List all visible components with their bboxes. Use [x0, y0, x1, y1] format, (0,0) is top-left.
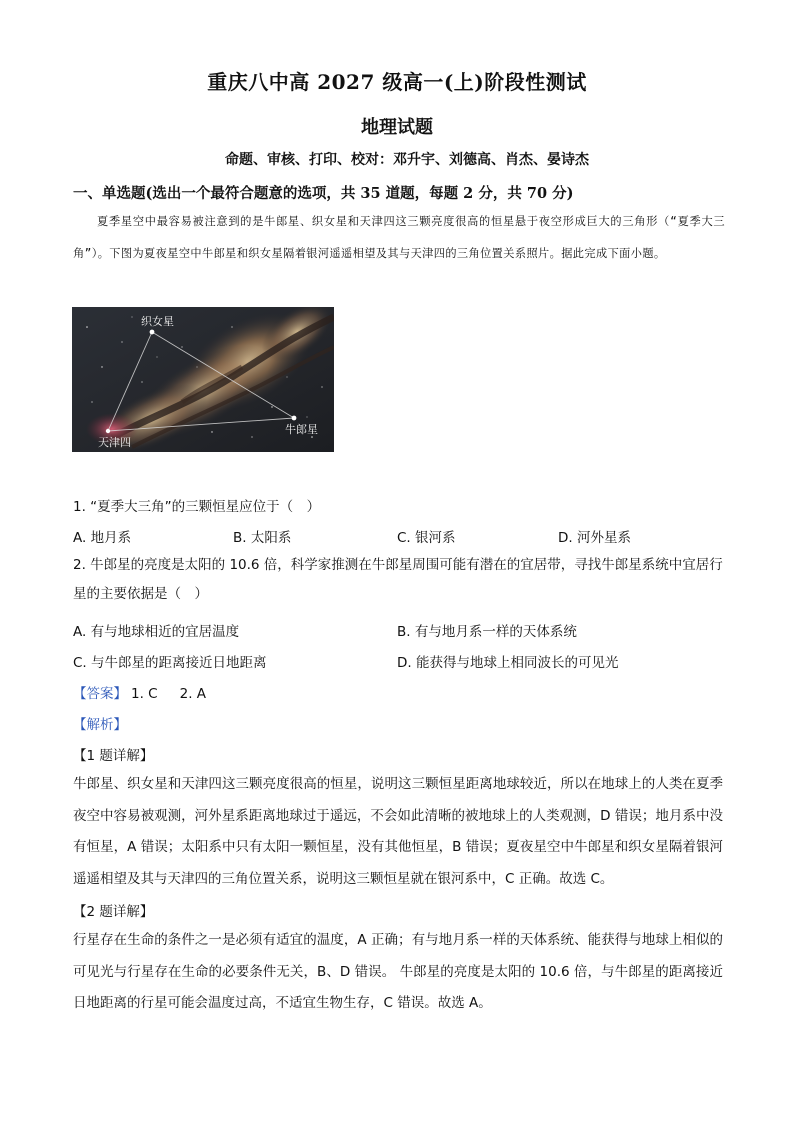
q1-option-c: C. 银河系 — [397, 530, 456, 546]
q2-option-d: D. 能获得与地球上相同波长的可见光 — [397, 655, 619, 671]
intro-paragraph: 夏季星空中最容易被注意到的是牛郎星、织女星和天津四这三颗亮度很高的恒星悬于夜空形成巨大的三角形（“夏季大三角”）。下图为夏夜星空中牛郎星和织女星隔着银河遥遥相望及其与天津四的三角位置关系照片。据此完成下面小题。 — [73, 215, 725, 260]
q2-option-a: A. 有与地球相近的宜居温度 — [73, 624, 240, 640]
analysis-label: 【解析】 — [73, 717, 127, 733]
vega-star — [150, 330, 155, 335]
q1-option-a: A. 地月系 — [73, 530, 132, 546]
exam-title: 重庆八中高 2027 级高一(上)阶段性测试 — [207, 70, 587, 94]
answer-label: 【答案】 — [73, 686, 127, 702]
deneb-star — [106, 429, 110, 433]
answer-values — [131, 686, 228, 702]
altair-label: 牛郎星 — [285, 423, 318, 436]
answer-2: 2. A — [179, 686, 207, 702]
q2-detail-text: 行星存在生命的条件之一是必须有适宜的温度，A 正确；有与地月系一样的天体系统、能获得与地球上相似的可见光与行星存在生命的必要条件无关，B、D 错误。 牛郎星的亮度是太阳的 10.6 倍，与牛郎星的距离接近日地距离的行星可能会温度过高，不适宜生物生存，C 错误。故选 A。 — [73, 932, 723, 1011]
q1-detail-text: 牛郎星、织女星和天津四这三颗亮度很高的恒星，说明这三颗恒星距离地球较近，所以在地球上的人类在夏季夜空中容易被观测，河外星系距离地球过于遥远，不会如此清晰的被地球上的人类观测，D 错误；地月系中没有恒星，A 错误；太阳系中只有太阳一颗恒星，没有其他恒星，B 错误；夏夜星空中牛郎星和织女星隔着银河遥遥相望及其与天津四的三角位置关系，说明这三颗恒星就在银河系中，C 正确。故选 C。 — [73, 776, 723, 887]
answer-1: 1. C — [131, 686, 158, 702]
summer-triangle-figure — [72, 307, 334, 452]
vega-label: 织女星 — [141, 315, 174, 328]
altair-star — [292, 416, 297, 421]
subject-title: 地理试题 — [361, 117, 433, 138]
q1-detail-label: 【1 题详解】 — [73, 748, 154, 764]
q2-detail-label: 【2 题详解】 — [73, 904, 154, 920]
answer-line — [73, 682, 228, 702]
section-heading: 一、单选题(选出一个最符合题意的选项，共 35 道题，每题 2 分，共 70 分) — [73, 185, 574, 202]
q1-option-b: B. 太阳系 — [233, 530, 292, 546]
q1-option-d: D. 河外星系 — [558, 530, 631, 546]
q2-option-c: C. 与牛郎星的距离接近日地距离 — [73, 655, 267, 671]
q2-option-b: B. 有与地月系一样的天体系统 — [397, 624, 577, 640]
analysis-line — [73, 713, 127, 733]
question-1-stem: 1. “夏季大三角”的三颗恒星应位于（ ） — [73, 499, 321, 515]
question-2-stem: 2. 牛郎星的亮度是太阳的 10.6 倍，科学家推测在牛郎星周围可能有潜在的宜居带，寻找牛郎星系统中宜居行星的主要依据是（ ） — [73, 557, 723, 602]
deneb-label: 天津四 — [98, 436, 131, 449]
authors-line: 命题、审核、打印、校对：邓升宇、刘德高、肖杰、晏诗杰 — [225, 152, 589, 168]
